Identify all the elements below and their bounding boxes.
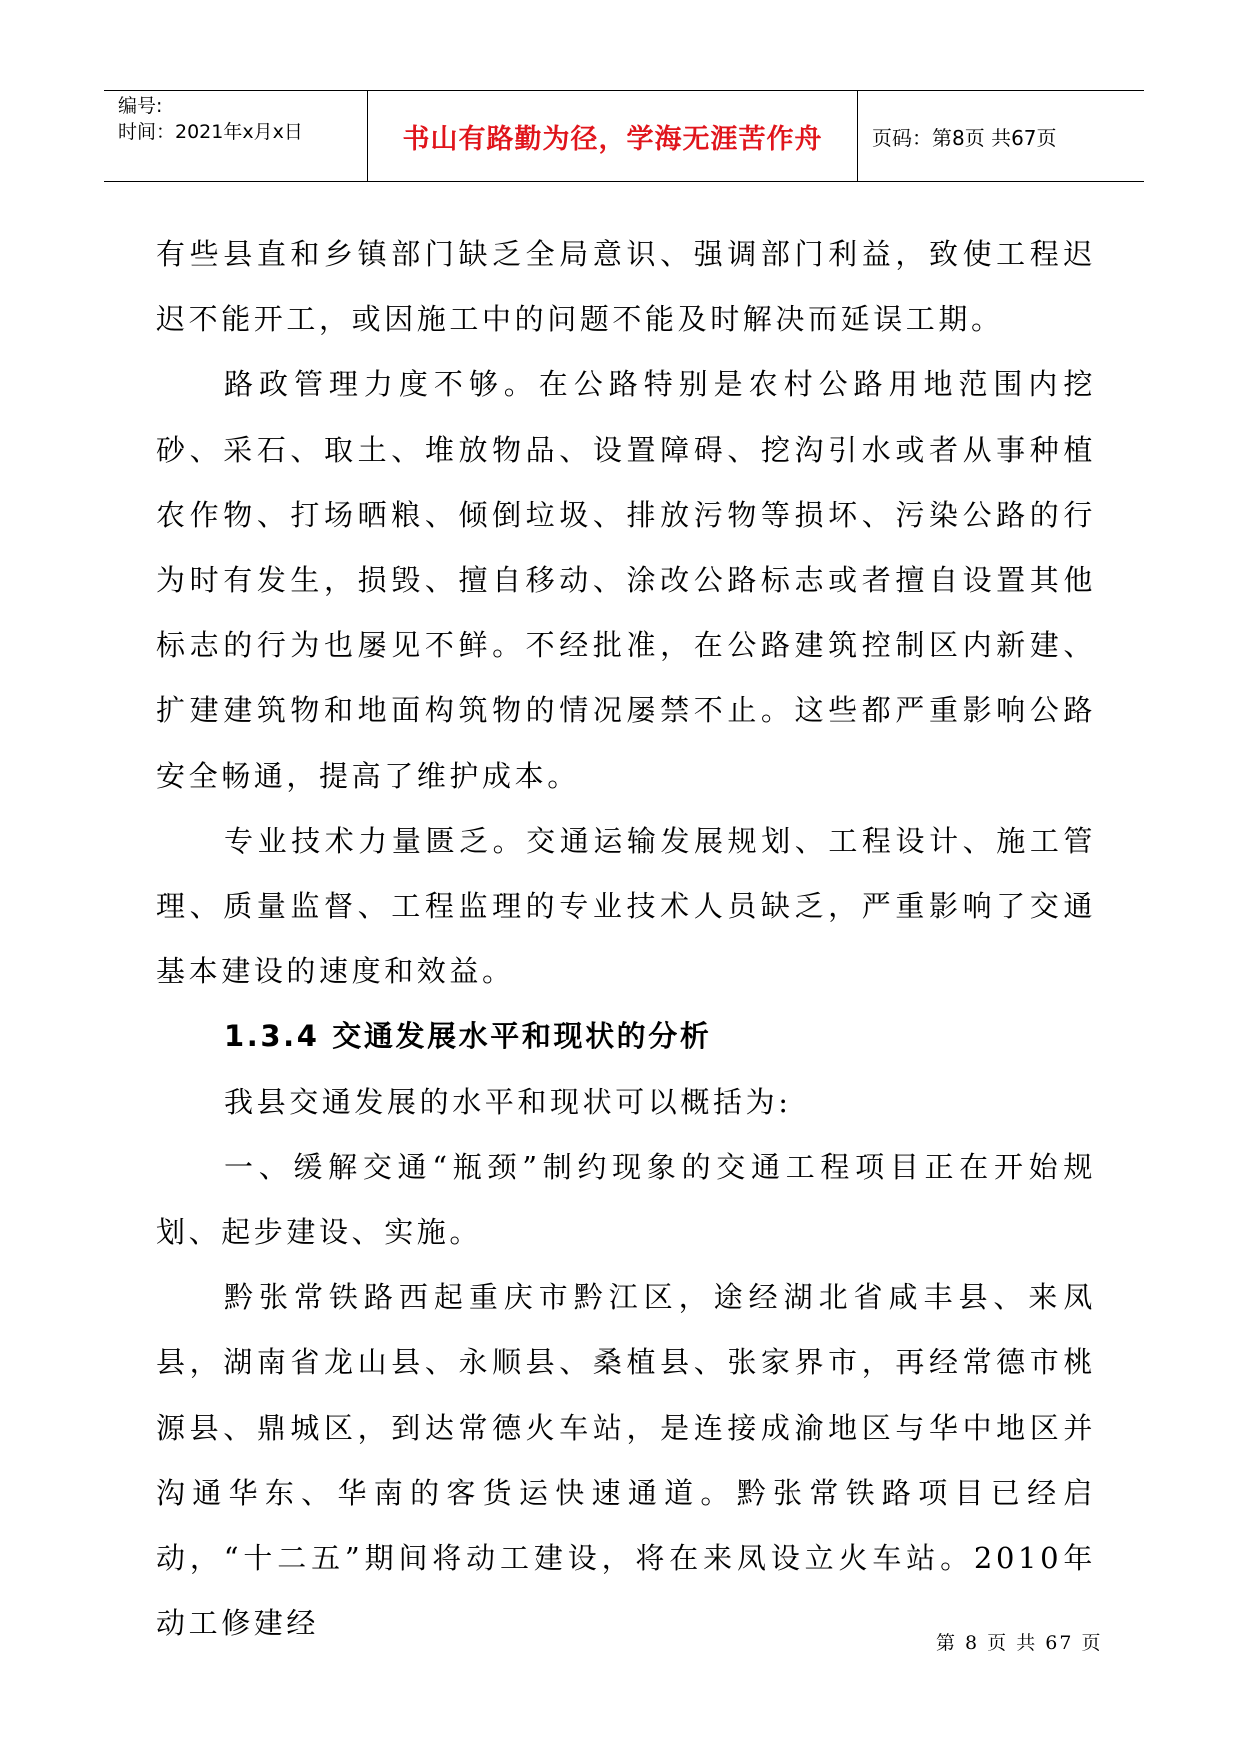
paragraph: 有些县直和乡镇部门缺乏全局意识、强调部门利益，致使工程迟迟不能开工，或因施工中的问题不能及时解决而延误工期。 [156,237,1096,337]
page-footer: 第 8 页 共 67 页 [936,1632,1103,1654]
paragraph: 路政管理力度不够。在公路特别是农村公路用地范围内挖砂、采石、取土、堆放物品、设置障碍、挖沟引水或者从事种植农作物、打场晒粮、倾倒垃圾、排放污物等损坏、污染公路的行为时有发生，损毁、擅自移动、涂改公路标志或者擅自设置其他标志的行为也屡见不鲜。不经批准，在公路建筑控制区内新建、扩建建筑物和地面构筑物的情况屡禁不止。这些都严重影响公路安全畅通，提高了维护成本。 [156,367,1096,793]
header-meta [104,91,368,181]
document-body [156,222,1096,1656]
document-time-label: 时间：2021年x月x日 [118,121,303,143]
section-heading: 1.3.4 交通发展水平和现状的分析 [224,1019,712,1054]
header-motto: 书山有路勤为径，学海无涯苦作舟 [368,91,858,181]
page-header [104,90,1144,182]
paragraph: 专业技术力量匮乏。交通运输发展规划、工程设计、施工管理、质量监督、工程监理的专业技术人员缺乏，严重影响了交通基本建设的速度和效益。 [156,823,1096,989]
paragraph: 黔张常铁路西起重庆市黔江区，途经湖北省咸丰县、来凤县，湖南省龙山县、永顺县、桑植县、张家界市，再经常德市桃源县、鼎城区，到达常德火车站，是连接成渝地区与华中地区并沟通华东、华南的客货运快速通道。黔张常铁路项目已经启动，“十二五”期间将动工建设，将在来凤设立火车站。2010年动工修建经 [156,1280,1096,1641]
paragraph: 一、缓解交通“瓶颈”制约现象的交通工程项目正在开始规划、起步建设、实施。 [156,1149,1096,1250]
document-number-label: 编号: [118,95,163,117]
header-page-number: 页码：第8页 共67页 [872,125,1057,150]
paragraph: 我县交通发展的水平和现状可以概括为: [224,1084,792,1119]
